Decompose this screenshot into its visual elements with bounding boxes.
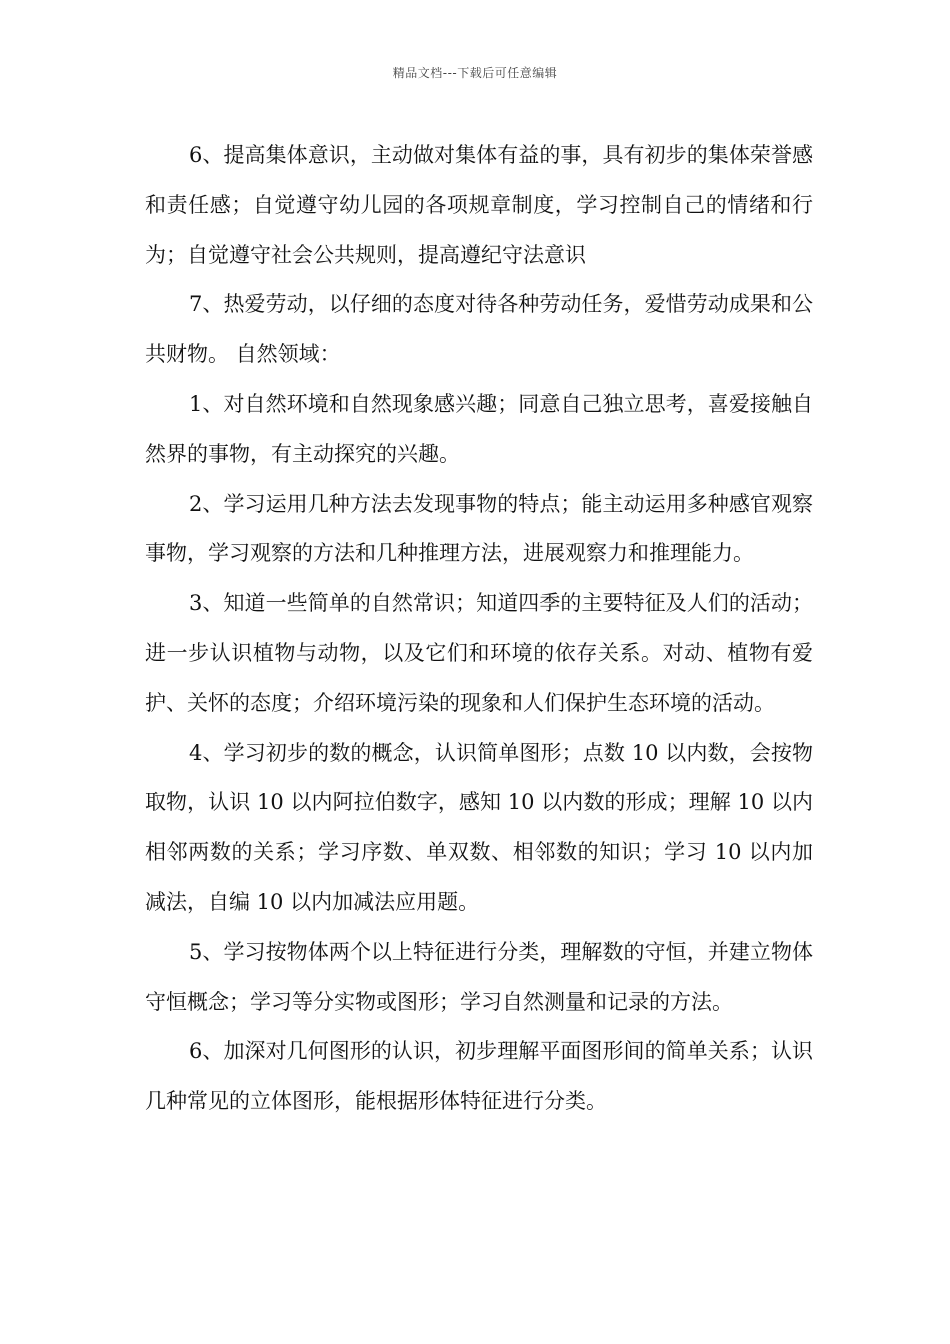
paragraph-social-6: 6、提高集体意识，主动做对集体有益的事，具有初步的集体荣誉感和责任感；自觉遵守幼儿园的各项规章制度，学习控制自己的情绪和行为；自觉遵守社会公共规则，提高遵纪守法意识 <box>145 143 813 267</box>
document-body <box>145 131 813 1127</box>
paragraph-nature-4: 4、学习初步的数的概念，认识简单图形；点数 10 以内数，会按物取物，认识 10 以内阿拉伯数字，感知 10 以内数的形成；理解 10 以内相邻两数的关系；学习序数、单双数、相邻数的知识；学习 10 以内加减法，自编 10 以内加减法应用题。 <box>145 740 813 914</box>
paragraph-nature-1: 1、对自然环境和自然现象感兴趣；同意自己独立思考，喜爱接触自然界的事物，有主动探究的兴趣。 <box>145 391 813 466</box>
paragraph-nature-6: 6、加深对几何图形的认识，初步理解平面图形间的简单关系；认识几种常见的立体图形，能根据形体特征进行分类。 <box>145 1039 813 1114</box>
paragraph-nature-5: 5、学习按物体两个以上特征进行分类，理解数的守恒，并建立物体守恒概念；学习等分实物或图形；学习自然测量和记录的方法。 <box>145 939 813 1014</box>
paragraph-nature-3: 3、知道一些简单的自然常识；知道四季的主要特征及人们的活动；进一步认识植物与动物，以及它们和环境的依存关系。对动、植物有爱护、关怀的态度；介绍环境污染的现象和人们保护生态环境的活动。 <box>145 591 813 715</box>
paragraph-social-7: 7、热爱劳动，以仔细的态度对待各种劳动任务，爱惜劳动成果和公共财物。 自然领域： <box>145 292 813 367</box>
paragraph-nature-2: 2、学习运用几种方法去发现事物的特点；能主动运用多种感官观察事物，学习观察的方法和几种推理方法，进展观察力和推理能力。 <box>145 491 813 566</box>
page-header: 精品文档---下载后可任意编辑 <box>392 66 558 80</box>
